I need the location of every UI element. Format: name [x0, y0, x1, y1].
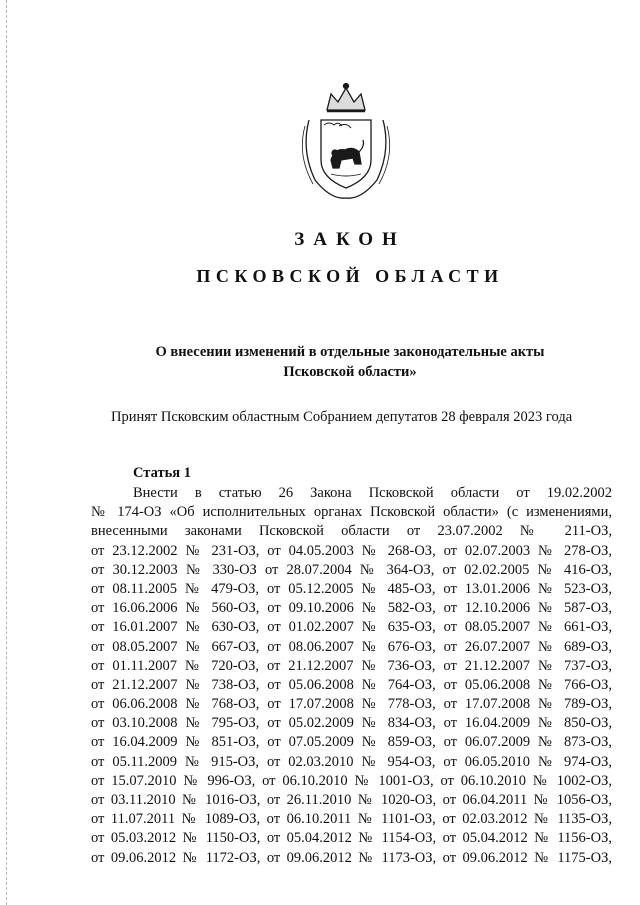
- law-subject: [100, 342, 600, 382]
- article-body: [91, 484, 612, 868]
- pskov-coat-of-arms-icon: [291, 80, 401, 205]
- law-subject-line: О внесении изменений в отдельные законодательные акты: [155, 344, 545, 360]
- body-line: Внести в статью 26 Закона Псковской области от 19.02.2002: [133, 485, 612, 501]
- body-line: от 05.11.2009 № 915-ОЗ, от 02.03.2010 № 954-ОЗ, от 06.05.2010 № 974-ОЗ,: [91, 753, 612, 770]
- body-line: от 08.05.2007 № 667-ОЗ, от 08.06.2007 № 676-ОЗ, от 26.07.2007 № 689-ОЗ,: [91, 638, 612, 655]
- body-line: от 01.11.2007 № 720-ОЗ, от 21.12.2007 № 736-ОЗ, от 21.12.2007 № 737-ОЗ,: [91, 657, 612, 674]
- body-line: от 06.06.2008 № 768-ОЗ, от 17.07.2008 № 778-ОЗ, от 17.07.2008 № 789-ОЗ,: [91, 696, 612, 713]
- body-line: от 23.12.2002 № 231-ОЗ, от 04.05.2003 № 268-ОЗ, от 02.07.2003 № 278-ОЗ,: [91, 542, 612, 559]
- body-line: от 30.12.2003 № 330-ОЗ от 28.07.2004 № 364-ОЗ, от 02.02.2005 № 416-ОЗ,: [91, 561, 612, 578]
- body-line: от 03.11.2010 № 1016-ОЗ, от 26.11.2010 № 1020-ОЗ, от 06.04.2011 № 1056-ОЗ,: [91, 792, 612, 808]
- body-line: от 16.01.2007 № 630-ОЗ, от 01.02.2007 № 635-ОЗ, от 08.05.2007 № 661-ОЗ,: [91, 619, 612, 636]
- body-line: от 03.10.2008 № 795-ОЗ, от 05.02.2009 № 834-ОЗ, от 16.04.2009 № 850-ОЗ,: [91, 715, 612, 732]
- body-line: от 05.03.2012 № 1150-ОЗ, от 05.04.2012 № 1154-ОЗ, от 05.04.2012 № 1156-ОЗ,: [91, 830, 612, 847]
- body-line: внесенными законами Псковской области от 23.07.2002 № 211-ОЗ,: [91, 523, 612, 540]
- body-line: от 09.06.2012 № 1172-ОЗ, от 09.06.2012 № 1173-ОЗ, от 09.06.2012 № 1175-ОЗ,: [91, 849, 612, 866]
- body-line: от 11.07.2011 № 1089-ОЗ, от 06.10.2011 № 1101-ОЗ, от 02.03.2012 № 1135-ОЗ,: [91, 811, 612, 828]
- region-title: ПСКОВСКОЙ ОБЛАСТИ: [196, 266, 504, 286]
- adoption-note: Принят Псковским областным Собранием депутатов 28 февраля 2023 года: [111, 409, 573, 425]
- body-line: от 16.04.2009 № 851-ОЗ, от 07.05.2009 № 859-ОЗ, от 06.07.2009 № 873-ОЗ,: [91, 734, 612, 751]
- body-line: от 08.11.2005 № 479-ОЗ, от 05.12.2005 № 485-ОЗ, от 13.01.2006 № 523-ОЗ,: [91, 580, 612, 597]
- law-title: ЗАКОН: [294, 229, 406, 250]
- article-heading: Статья 1: [133, 465, 191, 481]
- body-line: № 174-ОЗ «Об исполнительных органах Псковской области» (с изменениями,: [91, 504, 612, 521]
- scan-edge-line: [6, 0, 7, 905]
- body-line: от 16.06.2006 № 560-ОЗ, от 09.10.2006 № 582-ОЗ, от 12.10.2006 № 587-ОЗ,: [91, 600, 612, 617]
- body-line: от 15.07.2010 № 996-ОЗ, от 06.10.2010 № 1001-ОЗ, от 06.10.2010 № 1002-ОЗ,: [91, 772, 612, 789]
- body-line: от 21.12.2007 № 738-ОЗ, от 05.06.2008 № 764-ОЗ, от 05.06.2008 № 766-ОЗ,: [91, 676, 612, 693]
- law-subject-line: Псковской области»: [283, 364, 417, 380]
